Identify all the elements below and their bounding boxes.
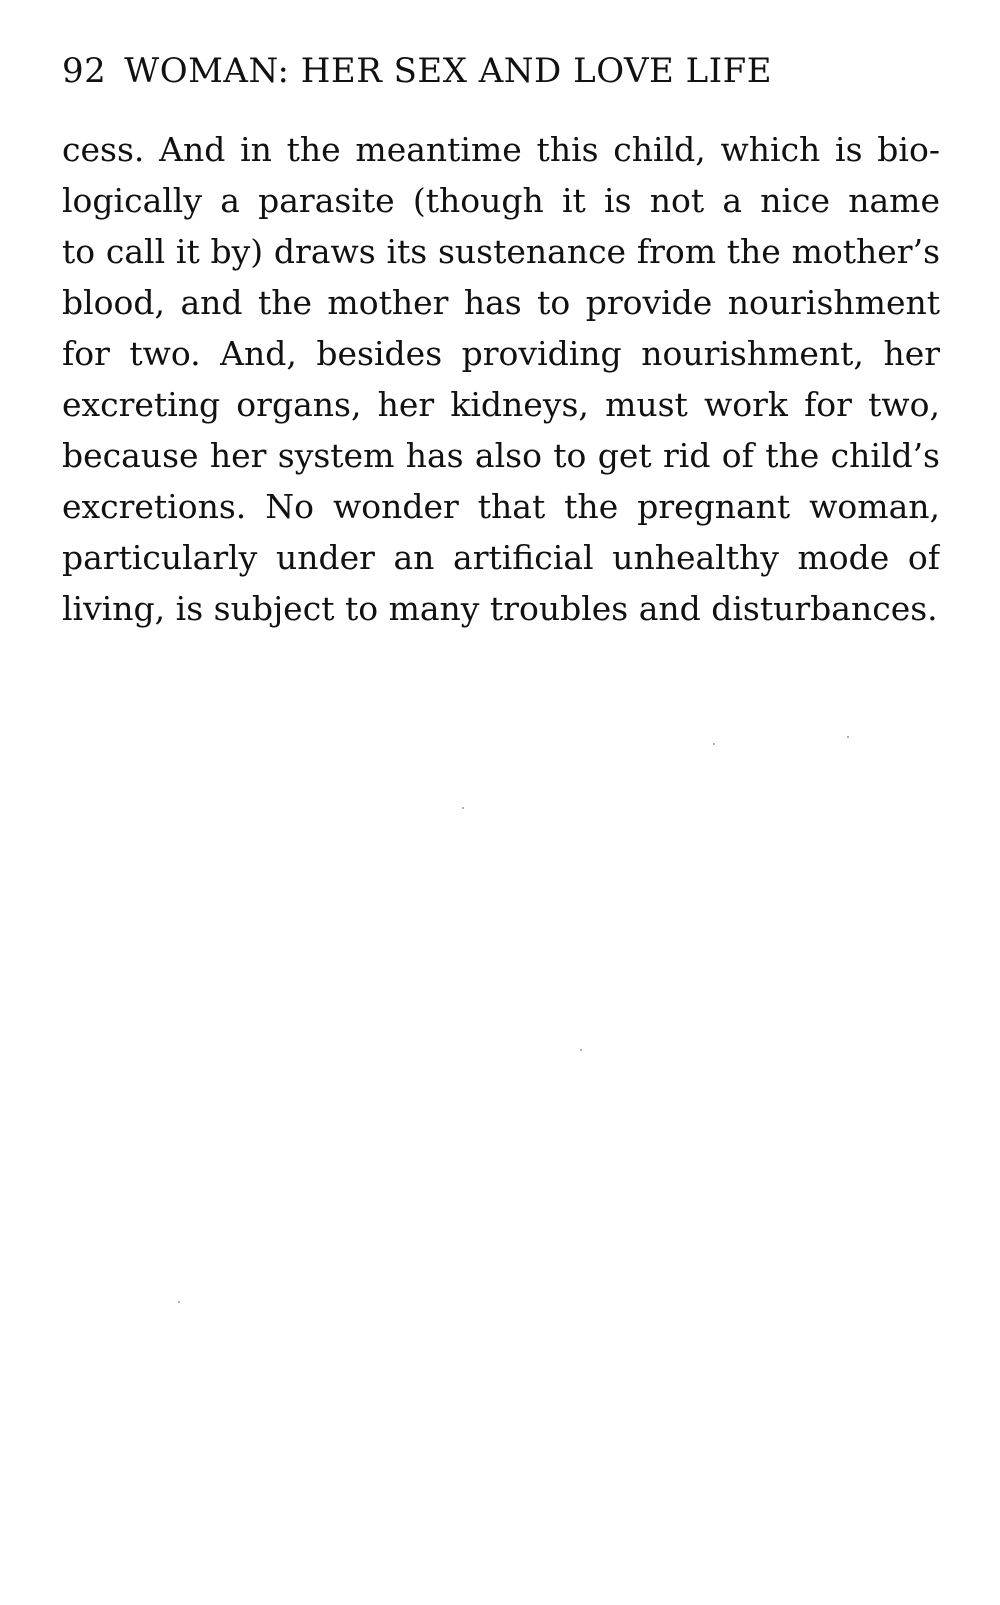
paper-speck xyxy=(462,807,464,809)
paper-speck xyxy=(713,743,715,745)
text-line: excreting organs, her kidneys, must work for two, xyxy=(62,385,940,424)
text-line: for two. And, besides providing nourishment, her xyxy=(62,334,940,373)
running-head xyxy=(62,48,942,94)
text-line: particularly under an artificial unhealthy mode of xyxy=(62,538,940,577)
paper-speck xyxy=(580,1049,582,1051)
page-number: 92 xyxy=(62,51,107,91)
text-line: living, is subject to many troubles and disturbances. xyxy=(62,589,938,628)
paper-speck xyxy=(178,1301,180,1303)
text-line: excretions. No wonder that the pregnant woman, xyxy=(62,487,940,526)
text-line: logically a parasite (though it is not a nice name xyxy=(62,181,940,220)
running-title: WOMAN: HER SEX AND LOVE LIFE xyxy=(124,51,773,91)
text-line: to call it by) draws its sustenance from the mother’s xyxy=(62,232,940,271)
text-line: cess. And in the meantime this child, which is bio- xyxy=(62,130,940,169)
paper-speck xyxy=(847,736,849,738)
text-line: because her system has also to get rid of the child’s xyxy=(62,436,940,475)
body-paragraph xyxy=(62,124,940,634)
text-line: blood, and the mother has to provide nourishment xyxy=(62,283,940,322)
